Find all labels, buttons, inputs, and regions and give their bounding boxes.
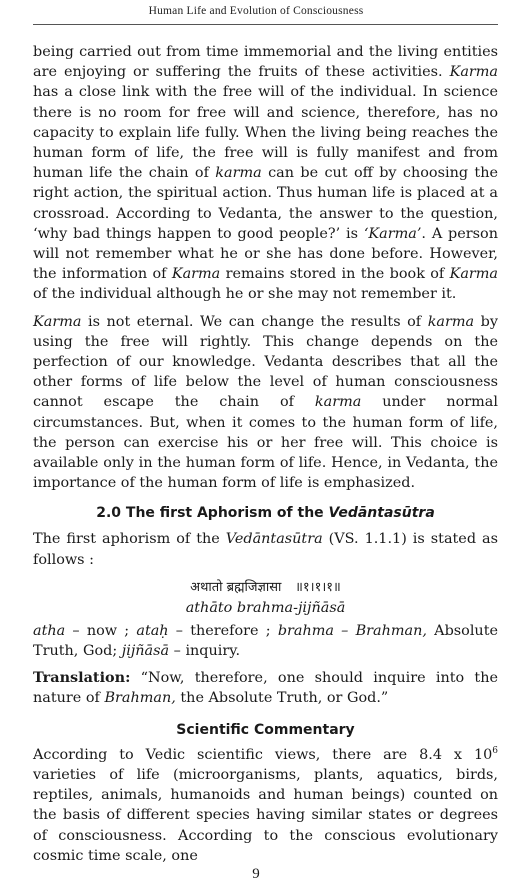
text-run: According to Vedic scientific views, there are 8.4 x 10 — [33, 746, 493, 763]
section-heading-text: 2.0 The first Aphorism of the — [96, 505, 329, 522]
paragraph-gap — [33, 305, 498, 312]
text-run: – now ; — [65, 622, 137, 639]
italic-term: Brahman, — [104, 690, 176, 707]
sanskrit-verse — [33, 577, 498, 598]
running-head: Human Life and Evolution of Consciousness — [148, 5, 364, 17]
exponent: 6 — [492, 745, 498, 756]
italic-term: Karma — [449, 64, 498, 81]
text-run: – therefore ; — [168, 622, 278, 639]
italic-term: karma — [427, 313, 475, 330]
text-run: by using the free will rightly. This change depends on the perfection of our knowledge. Vedanta describes that all the other forms of life below the level of human consciousness cannot escape the chain of — [33, 313, 498, 411]
text-run: varieties of life (microorganisms, plants, aquatics, birds, reptiles, animals, humanoids and human beings) counted on the basis of different species having similar states or degrees of consciousness. According to the conscious evolutionary cosmic time scale, one — [33, 766, 498, 864]
text-run: is not eternal. We can change the results of — [81, 313, 428, 330]
italic-term: karma — [314, 394, 362, 411]
paragraph-gap — [33, 661, 498, 668]
italic-term: jijñāsā — [121, 643, 170, 660]
text-run: can be cut off by choosing the right action, the spiritual action. Thus human life is placed at a crossroad. According to Vedanta, the answer to the question, ‘why bad things happen to good people?’ is — [33, 165, 498, 242]
text-run: under normal circumstances. But, when it comes to the human form of life, the person can exercise his or her free will. This choice is available only in the human form of life. Hence, in Vedanta, the importance of the human form of life is emphasized. — [33, 394, 498, 492]
text-run: – inquiry. — [169, 643, 241, 660]
commentary-heading: Scientific Commentary — [176, 721, 355, 738]
section-heading-term: Vedāntasūtra — [328, 505, 435, 522]
italic-term: ‘Karma’ — [363, 225, 422, 242]
text-run: being carried out from time immemorial and the living entities are enjoying or suffering the fruits of these activities. — [33, 44, 498, 81]
italic-term: karma — [215, 165, 262, 182]
text-run: remains stored in the book of — [220, 266, 450, 283]
header-rule — [33, 24, 498, 25]
text-run: Absolute Truth, God; — [33, 622, 499, 660]
commentary-paragraph — [33, 745, 498, 866]
translation-label: Translation: — [33, 669, 131, 687]
paragraph-aphorism-intro — [33, 529, 498, 569]
verse-number: ॥१।१।१॥ — [295, 579, 341, 595]
text-run: has a close link with the free will of the individual. In science there is no room for free will and science, therefore, has no capacity to explain life fully. When the living being reaches the human form of life, the free will is fully manifest and from human life the chain of — [33, 84, 498, 182]
paragraph-karma-free-will — [33, 42, 498, 305]
text-run: The first aphorism of the — [33, 531, 226, 548]
text-run: (VS. 1.1.1) is stated as follows : — [33, 531, 498, 568]
paragraph-karma-not-eternal — [33, 312, 498, 494]
page-number: 9 — [252, 866, 260, 882]
translation-paragraph — [33, 668, 498, 708]
devanagari-text: अथातो ब्रह्मजिज्ञासा — [190, 579, 282, 595]
text-run: . A person will not remember what he or she has done before. However, the information of — [33, 225, 498, 283]
italic-term: Karma — [33, 313, 82, 330]
text-run: “Now, therefore, one should inquire into the nature of — [33, 670, 498, 707]
page-body — [33, 42, 498, 866]
text-run: of the individual although he or she may not remember it. — [33, 286, 457, 303]
section-heading — [33, 503, 498, 523]
text-run: the Absolute Truth, or God.” — [175, 690, 389, 707]
italic-term: brahma – Brahman, — [277, 622, 427, 639]
italic-term: Karma — [449, 266, 498, 283]
italic-term: Karma — [171, 266, 221, 283]
verse-transliteration: athāto brahma-jijñāsā — [185, 599, 346, 616]
italic-term: ataḥ — [136, 622, 169, 639]
italic-term: Vedāntasūtra — [225, 531, 323, 548]
word-glossary — [33, 621, 498, 661]
italic-term: atha — [33, 622, 66, 639]
